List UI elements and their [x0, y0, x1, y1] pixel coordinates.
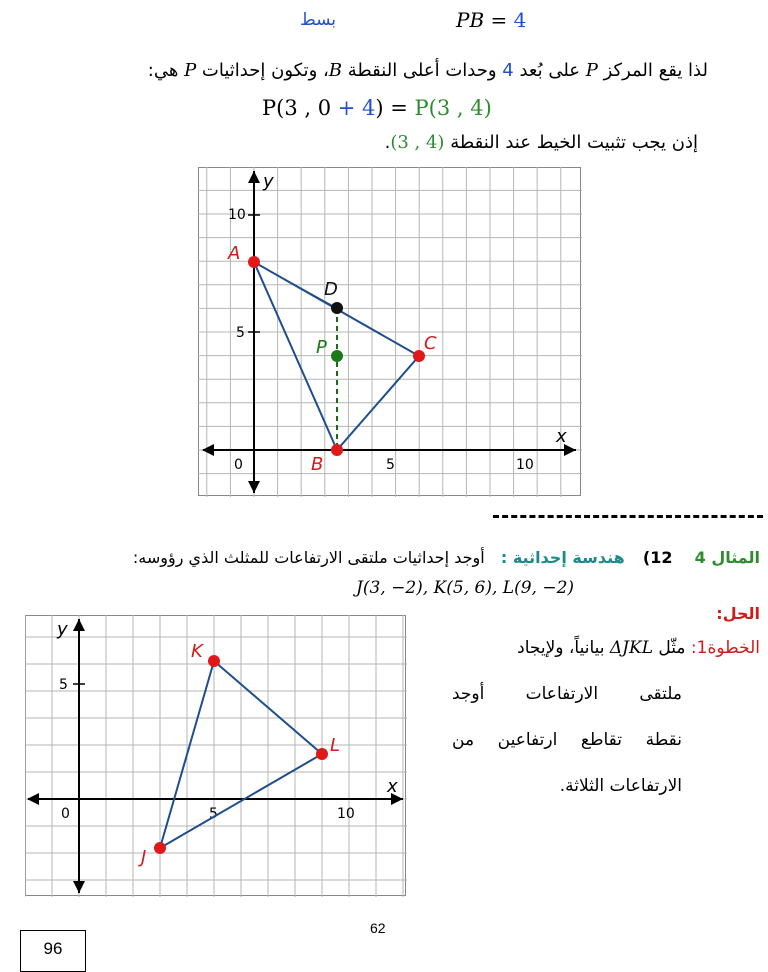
step1-line1: الخطوة1: مثّل ΔJKL بيانياً، ولإيجاد [517, 638, 760, 658]
point-j [154, 842, 166, 854]
page-number: 62 [370, 920, 386, 936]
y-axis-label: y [263, 171, 274, 192]
label-k: K [191, 641, 203, 662]
origin-label: 0 [234, 457, 243, 473]
point-k [208, 655, 220, 667]
x-tick-10: 10 [337, 806, 355, 822]
example-heading: المثال 4 12) هندسة إحداثية : أوجد إحداثيات ملتقى الارتفاعات للمثلث الذي رؤوسه: [132, 548, 760, 567]
label-d: D [324, 279, 338, 300]
y-tick-5: 5 [59, 677, 68, 693]
label-j: J [141, 847, 147, 868]
point-d [331, 302, 343, 314]
solution-label: الحل: [716, 604, 760, 623]
graph-triangle-abc [198, 167, 582, 497]
step1-line2: ملتقى الارتفاعات أوجد [452, 684, 682, 704]
x-axis-label: x [556, 426, 567, 447]
conclusion-sentence: إذن يجب تثبيت الخيط عند النقطة (3 , 4). [384, 132, 698, 153]
x-axis-label: x [387, 776, 398, 797]
p-coordinate-equation: P(3 , 0 + 4) = P(3 , 4) [262, 96, 492, 120]
page-counter-box [20, 930, 86, 972]
label-c: C [424, 333, 437, 354]
point-a [248, 256, 260, 268]
page-counter-value: 96 [43, 939, 63, 958]
pb-equation: PB = 4 [456, 8, 527, 32]
y-tick-10: 10 [228, 207, 246, 223]
center-location-sentence: لذا يقع المركز P على بُعد 4 وحدات أعلى النقطة B، وتكون إحداثيات P هي: [147, 60, 708, 81]
x-tick-5: 5 [386, 457, 395, 473]
section-divider [493, 515, 763, 518]
label-a: A [228, 243, 241, 264]
label-b: B [311, 454, 324, 475]
label-l: L [330, 735, 341, 756]
x-tick-10: 10 [516, 457, 534, 473]
step1-line3: نقطة تقاطع ارتفاعين من [452, 730, 682, 750]
origin-label: 0 [61, 806, 70, 822]
step1-line4: الارتفاعات الثلاثة. [559, 776, 682, 796]
label-p: P [316, 337, 327, 358]
point-p [331, 350, 343, 362]
graph-triangle-jkl [25, 615, 407, 897]
point-l [316, 748, 328, 760]
y-axis-label: y [57, 619, 68, 640]
x-tick-5: 5 [209, 806, 218, 822]
triangle-vertices: J(3, −2), K(5, 6), L(9, −2) [356, 578, 575, 598]
point-b [331, 444, 343, 456]
simplify-label: بسط [300, 10, 337, 30]
y-tick-5: 5 [236, 325, 245, 341]
